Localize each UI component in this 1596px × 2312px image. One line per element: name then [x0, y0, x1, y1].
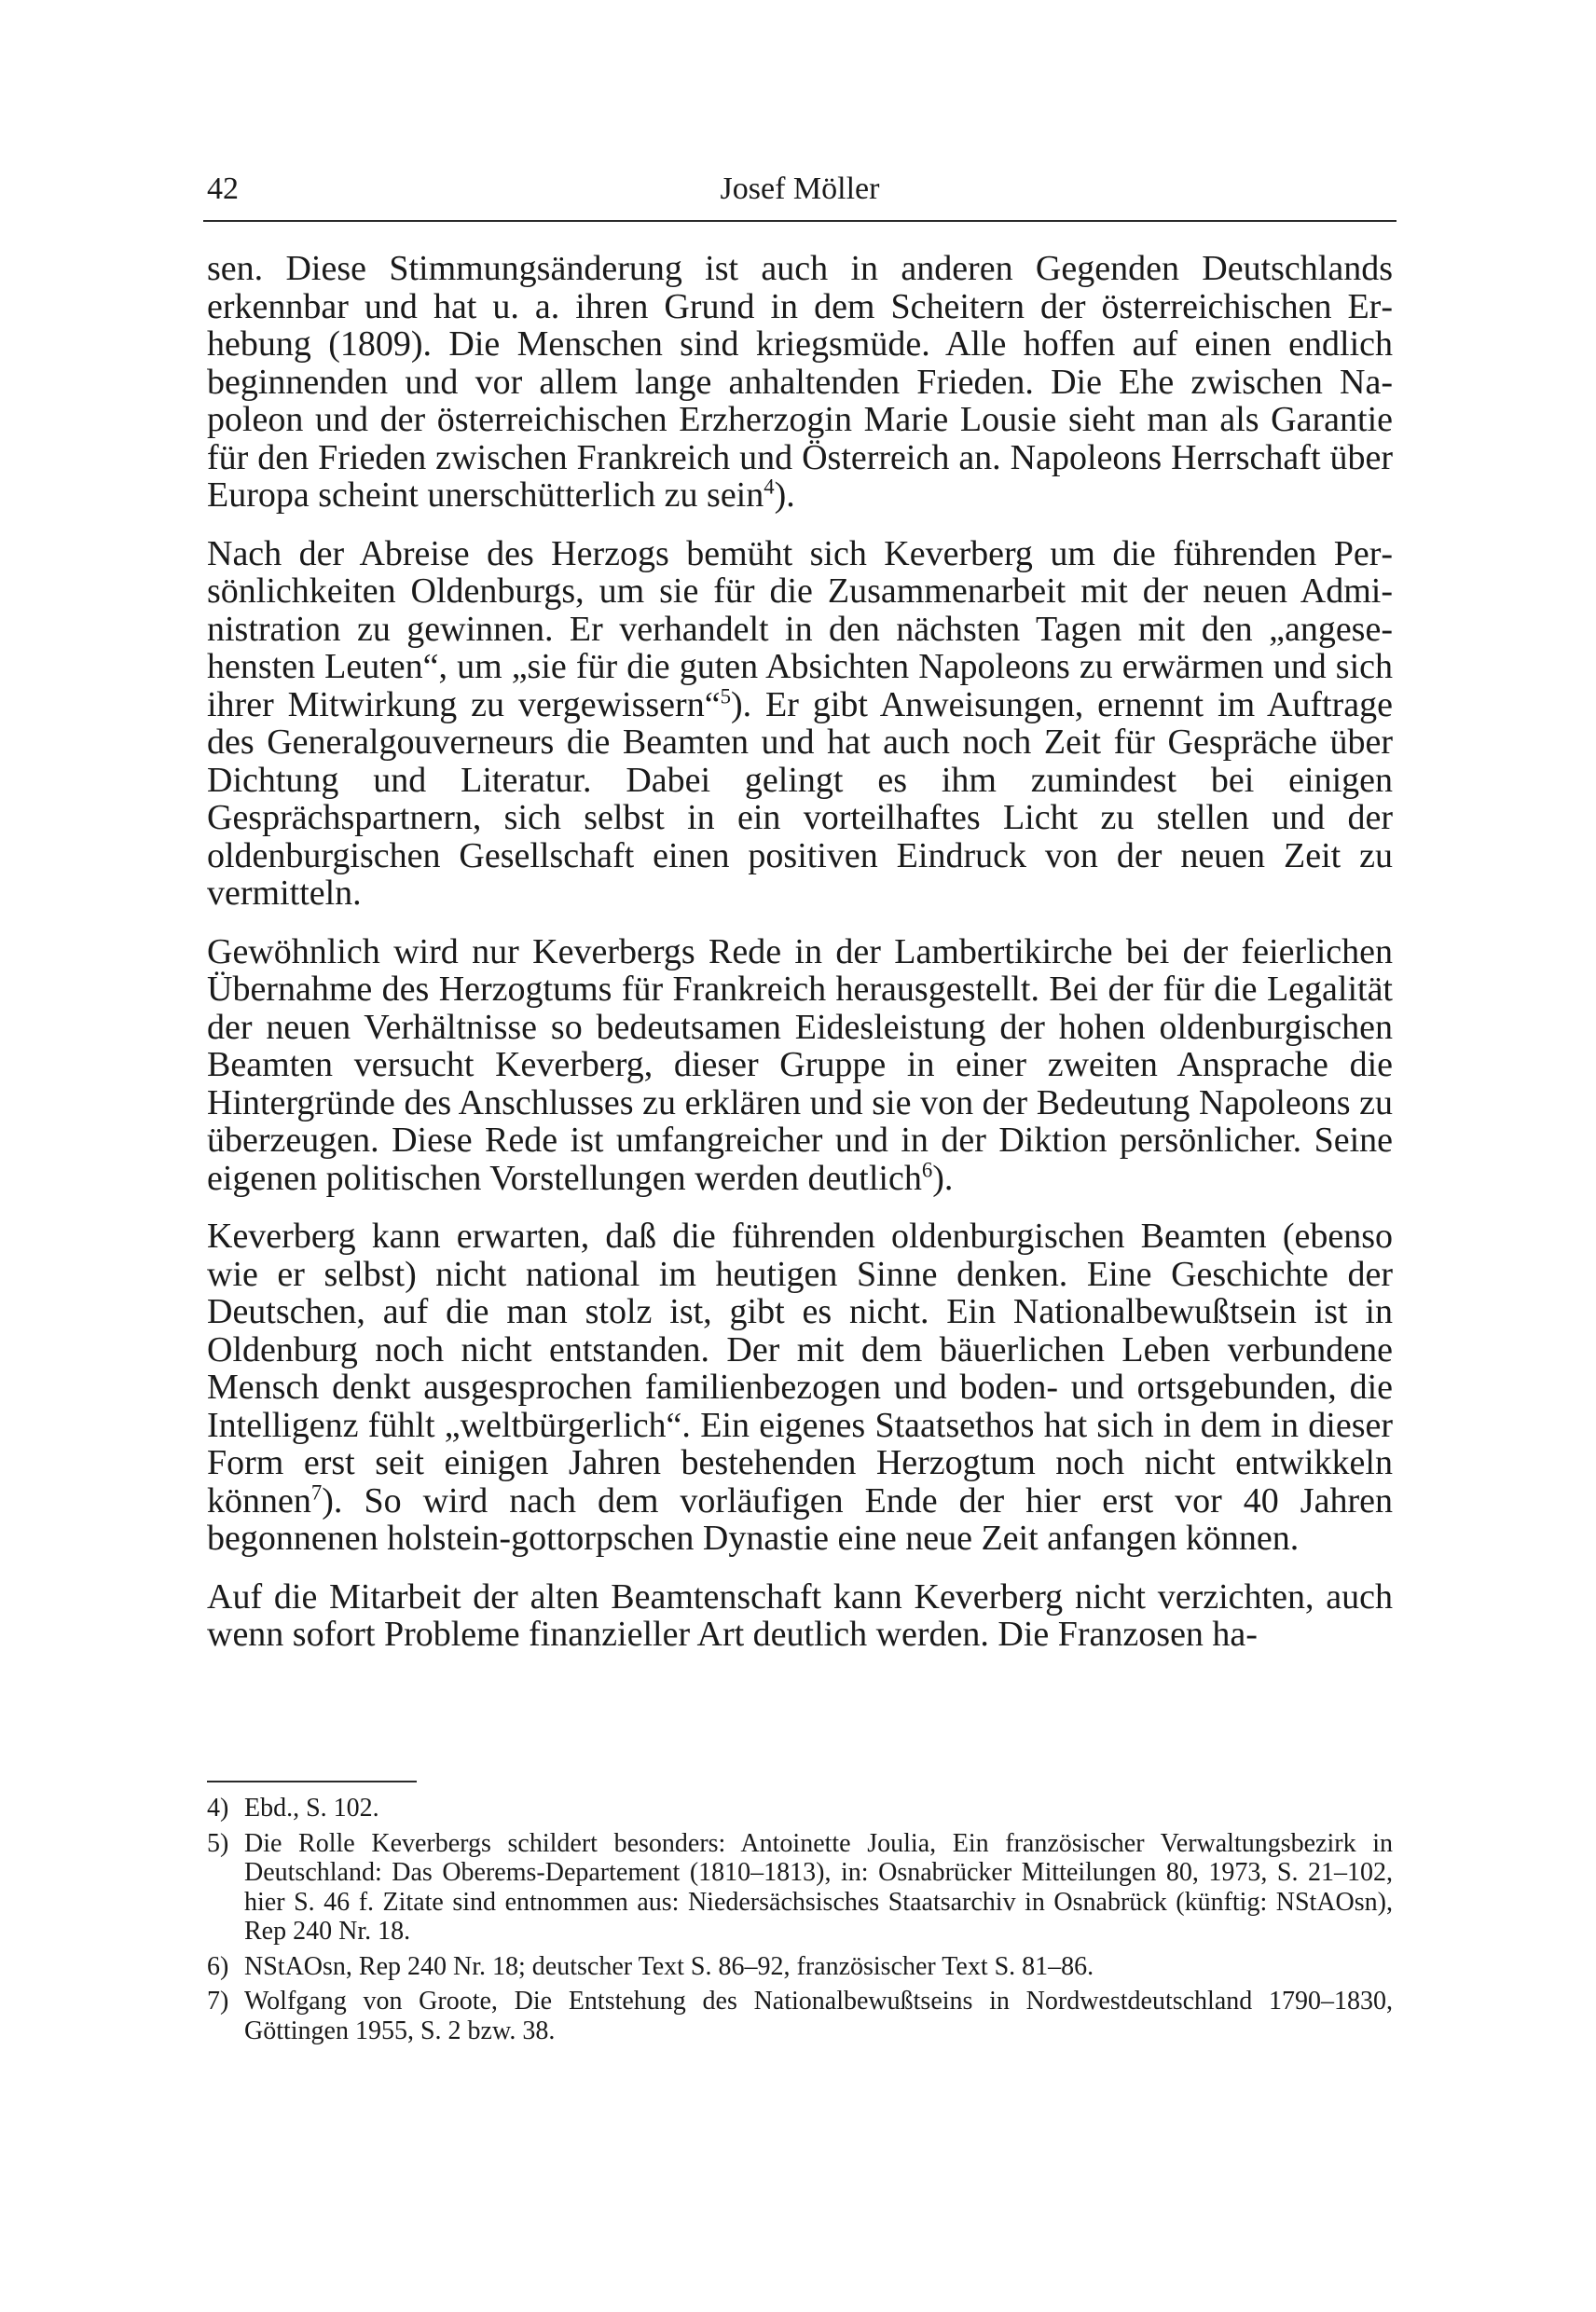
footnote-mark: 7) — [207, 1987, 229, 2016]
footnote-reference: 7 — [310, 1479, 323, 1504]
paragraph: Gewöhnlich wird nur Keverbergs Rede in der Lambertikirche bei der feierlichen Übernahme des Herzogtums für Frankreich herausgestellt. Bei der für die Legalität der neuen Verhältnisse so bedeutsamen Eidesleistung der hohen oldenburgischen Beamten versucht Keverberg, dieser Gruppe in einer zweiten Ansprache die Hintergründe des Anschlusses zu erklären und sie von der Bedeutung Napoleons zu überzeugen. Diese Rede ist umfangreicher und in der Diktion persönlicher. Seine eigenen politischen Vorstellungen werden deutlich$^6$). — [207, 931, 1393, 1198]
paragraph: Nach der Abreise des Herzogs bemüht sich Keverberg um die führenden Persönlichkeiten Oldenburgs, um sie für die Zusammenarbeit mit der neuen Administration zu gewinnen. Er verhandelt in den nächsten Tagen mit den „angesehensten Leuten“, um „sie für die guten Absichten Napoleons zu erwärmen und sich ihrer Mitwirkung zu vergewissern“$^5$). Er gibt Anweisungen, ernennt im Auftrage des Generalgouverneurs die Beamten und hat auch noch Zeit für Gespräche über Dichtung und Literatur. Dabei gelingt es ihm zumindest bei einigen Gesprächspartnern, sich selbst in ein vorteilhaftes Licht zu stellen und der oldenburgischen Gesellschaft einen positiven Eindruck von der neuen Zeit zu vermitteln. — [207, 533, 1393, 913]
footnote-mark: 6) — [207, 1951, 229, 1981]
running-head: Josef Möller — [720, 172, 880, 206]
paragraph: Auf die Mitarbeit der alten Beamtenschaft kann Keverberg nicht verzichten, auch wenn sofort Probleme finanzieller Art deutlich werden. Die Franzosen ha- — [207, 1576, 1393, 1654]
footnote — [207, 1829, 1393, 1947]
footnote-mark: 5) — [207, 1828, 229, 1858]
footnote — [207, 1987, 1393, 2045]
page-number: 42 — [207, 172, 239, 206]
footnote-text: Die Rolle Keverbergs schildert besonders: Antoinette Joulia, Ein französischer Verwaltungsbezirk in Deutschland: Das Oberems-Departement (1810–1813), in: Osnabrücker Mitteilungen 80, 1973, S. 21–102, hier S. 46 f. Zitate sind entnommen aus: Niedersächsisches Staatsarchiv in Osnabrück (künftig: NStAOsn), Rep 240 Nr. 18. — [244, 1828, 1393, 1946]
header-rule — [203, 220, 1396, 222]
footnote-reference: 6 — [921, 1157, 933, 1181]
footnote — [207, 1794, 1393, 1823]
main-text — [207, 250, 1393, 1674]
footnote-rule — [207, 1781, 417, 1782]
footnote-text: NStAOsn, Rep 240 Nr. 18; deutscher Text S. 86–92, französischer Text S. 81–86. — [244, 1951, 1094, 1981]
paragraph: Keverberg kann erwarten, daß die führenden oldenburgischen Beamten (ebenso wie er selbst) nicht national im heutigen Sinne denken. Eine Geschichte der Deutschen, auf die man stolz ist, gibt es nicht. Ein Nationalbewußtsein ist in Oldenburg noch nicht entstanden. Der mit dem bäuerlichen Leben verbundene Mensch denkt ausgesprochen familienbezogen und boden- und ortsgebunden, die Intelligenz fühlt „weltbürgerlich“. Ein eigenes Staatsethos hat sich in dem in dieser Form erst seit einigen Jahren bestehenden Herzogtum noch nicht entwikkeln können$^7$). So wird nach dem vorläufigen Ende der hier erst vor 40 Jahren begonnenen holstein-gottorpschen Dynastie eine neue Zeit anfangen können. — [207, 1217, 1393, 1558]
footnote-reference: 5 — [720, 683, 731, 708]
footnote-text: Ebd., S. 102. — [244, 1794, 379, 1823]
footnote-reference: 4 — [764, 475, 775, 499]
page-header — [203, 171, 1396, 217]
footnotes — [207, 1794, 1393, 2051]
footnote — [207, 1952, 1393, 1982]
footnote-mark: 4) — [207, 1794, 229, 1823]
paragraph: sen. Diese Stimmungsänderung ist auch in anderen Gegenden Deutschlands erkennbar und hat u. a. ihren Grund in dem Scheitern der österreichischen Erhebung (1809). Die Menschen sind kriegsmüde. Alle hoffen auf einen endlich beginnenden und vor allem lange anhaltenden Frieden. Die Ehe zwischen Napoleon und der österreichischen Erzherzogin Marie Lousie sieht man als Garantie für den Frieden zwischen Frankreich und Österreich an. Napoleons Herrschaft über Europa scheint unerschütterlich zu sein$^4$). — [207, 249, 1393, 515]
footnote-text: Wolfgang von Groote, Die Entstehung des Nationalbewußtseins in Nordwestdeutschland 1790–1830, Göttingen 1955, S. 2 bzw. 38. — [244, 1987, 1393, 2045]
